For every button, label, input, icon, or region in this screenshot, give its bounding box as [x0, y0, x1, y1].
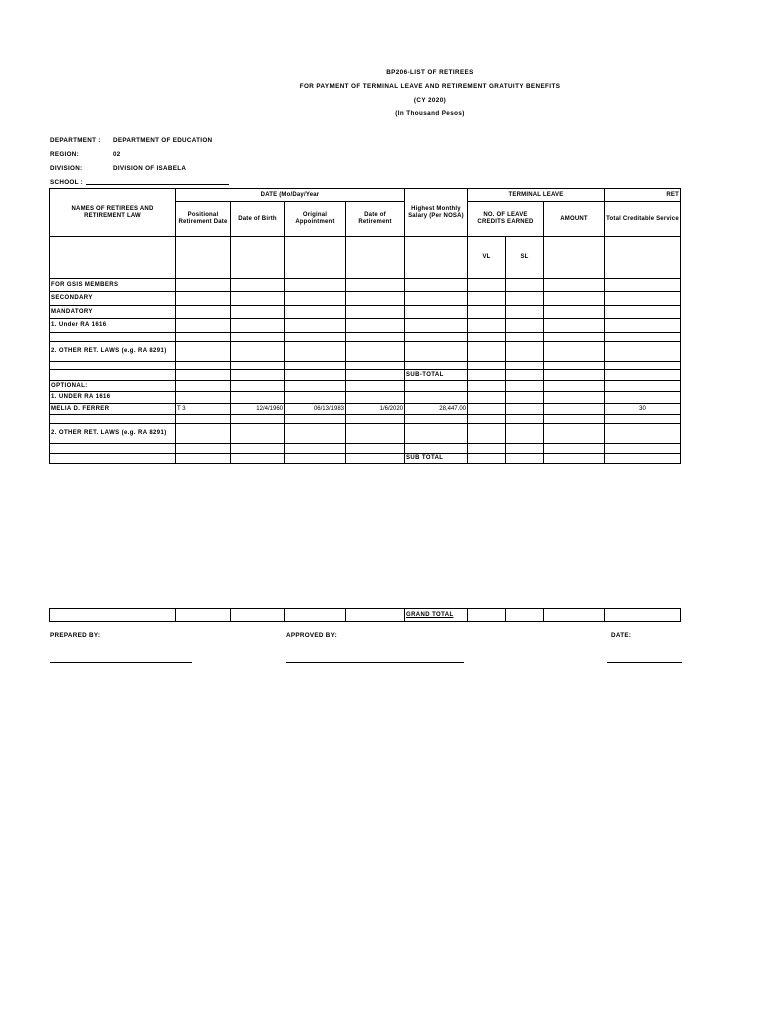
report-title: BP206-LIST OF RETIREES [386, 69, 474, 76]
header-date-group: DATE (Mo/Day/Year [176, 189, 405, 202]
division-label: DIVISION: [50, 165, 83, 172]
retiree-service: 30 [605, 404, 681, 415]
report-subtitle: FOR PAYMENT OF TERMINAL LEAVE AND RETIREMENT GRATUITY BENEFITS [299, 83, 561, 90]
grand-total-label: GRAND TOTAL [405, 609, 468, 622]
approved-by-signature-line [286, 662, 464, 663]
row-label: SECONDARY [50, 292, 176, 306]
table-row [50, 279, 681, 292]
header-ret-group: RET [605, 189, 681, 202]
row-label: 2. OTHER RET. LAWS (e.g. RA 8291) [50, 342, 176, 362]
header-amount: AMOUNT [544, 202, 605, 237]
school-blank [86, 184, 229, 185]
region-value: 02 [113, 151, 121, 158]
grand-total-table [49, 608, 681, 622]
table-row [50, 333, 681, 342]
date-label: DATE: [611, 632, 632, 639]
retiree-salary: 28,447.00 [405, 404, 468, 415]
header-positional: Positional Retirement Date [176, 202, 231, 237]
table-row [50, 342, 681, 362]
table-row [50, 381, 681, 392]
header-sl: SL [506, 237, 544, 279]
subtotal-label: SUB TOTAL [405, 454, 468, 464]
retiree-row [50, 404, 681, 415]
approved-by-label: APPROVED BY: [286, 632, 338, 639]
date-line [607, 662, 682, 663]
region-label: REGION: [50, 151, 80, 158]
retirees-table [49, 188, 681, 464]
header-original: Original Appointment [285, 202, 346, 237]
table-row [50, 415, 681, 424]
table-row [50, 454, 681, 464]
header-terminal-leave: TERMINAL LEAVE [468, 189, 605, 202]
prepared-by-label: PREPARED BY: [50, 632, 101, 639]
row-label: MANDATORY [50, 306, 176, 319]
header-salary: Highest Monthly Salary (Per NOSA) [405, 189, 468, 237]
table-row [50, 424, 681, 444]
table-row [50, 392, 681, 404]
report-unit: (In Thousand Pesos) [395, 110, 465, 117]
division-value: DIVISION OF ISABELA [113, 165, 187, 172]
row-label: 1. Under RA 1616 [50, 319, 176, 333]
table-row [50, 362, 681, 370]
row-label: OPTIONAL: [50, 381, 176, 392]
row-label: 2. OTHER RET. LAWS (e.g. RA 8291) [50, 424, 176, 444]
report-year: (CY 2020) [413, 97, 447, 104]
header-vl: VL [468, 237, 506, 279]
retiree-original: 06/13/1983 [285, 404, 346, 415]
department-label: DEPARTMENT : [50, 137, 101, 144]
header-credits: NO. OF LEAVE CREDITS EARNED [468, 202, 544, 237]
table-row [50, 306, 681, 319]
table-row [50, 444, 681, 454]
table-row [50, 292, 681, 306]
header-birth: Date of Birth [231, 202, 285, 237]
prepared-by-signature-line [50, 662, 192, 663]
table-row [50, 370, 681, 381]
school-label: SCHOOL : [50, 179, 84, 186]
retiree-retirement: 1/6/2020 [346, 404, 405, 415]
row-label: 1. UNDER RA 1616 [50, 392, 176, 404]
header-retirement: Date of Retirement [346, 202, 405, 237]
subtotal-label: SUB-TOTAL [405, 370, 468, 381]
retiree-name: MELIA D. FERRER [50, 404, 176, 415]
retiree-positional: T 3 [176, 404, 231, 415]
row-label: FOR GSIS MEMBERS [50, 279, 176, 292]
retiree-birth: 12/4/1960 [231, 404, 285, 415]
department-value: DEPARTMENT OF EDUCATION [113, 137, 213, 144]
header-service: Total Creditable Service [605, 202, 681, 237]
table-row [50, 319, 681, 333]
header-names: NAMES OF RETIREES AND RETIREMENT LAW [50, 189, 176, 237]
